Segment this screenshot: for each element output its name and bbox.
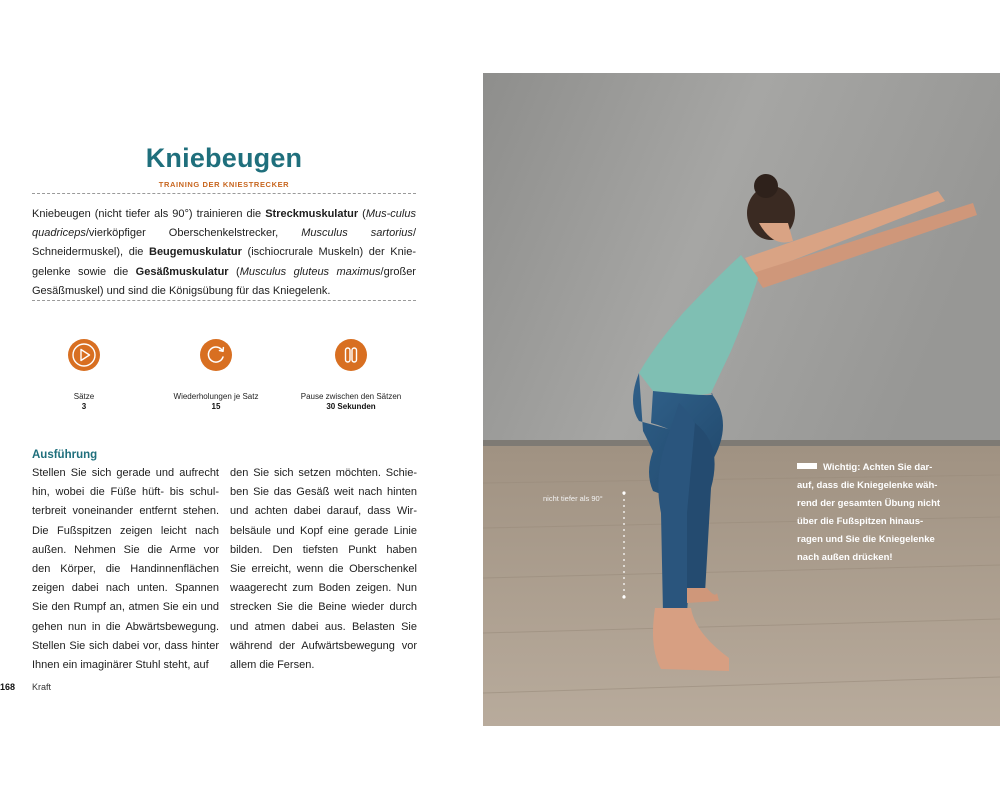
execution-text-column-1 — [32, 464, 219, 675]
text-line: und atmen dabei aus. Belasten Sie — [230, 620, 417, 633]
page-number: 168 — [0, 682, 16, 692]
text-line: terbreit voneinander entfernt stehen. — [32, 505, 219, 518]
text-line: gehen nun in die Abwärtsbewegung. — [32, 620, 219, 633]
text-line: Die Fußspitzen zeigen leicht nach — [32, 524, 219, 537]
stat-label: Pause zwischen den Sätzen — [300, 392, 402, 401]
callout-line: über die Fußspitzen hinaus- — [797, 516, 924, 527]
text-line: waagerecht zum Boden zeigen. Nun — [230, 582, 417, 595]
text-line: bilden. Den tiefsten Punkt haben — [230, 543, 417, 556]
text-line: den Körper, die Handinnenflächen — [32, 563, 219, 576]
intro-run: Streckmuskulatur — [265, 208, 359, 220]
stat-value: 30 Sekunden — [326, 402, 376, 411]
text-line: zeigen dabei nach unten. Spannen — [32, 582, 219, 595]
text-line: und achten dabei darauf, dass Wir- — [230, 505, 417, 518]
intro-run: (ischiocrurale Muskeln) der Knie-gelenke sowie die — [32, 246, 416, 278]
text-line: Stellen Sie sich dabei vor, dass hinter — [32, 639, 219, 652]
stat-label: Wiederholungen je Satz — [173, 392, 259, 401]
callout-line: rend der gesamten Übung nicht — [797, 498, 941, 509]
execution-heading: Ausführung — [32, 449, 98, 461]
intro-run: /großer Gesäßmuskel) und sind die Königsübung für das Kniegelenk. — [32, 265, 416, 297]
text-line: Sie erreicht, wenn die Oberschenkel — [230, 563, 417, 576]
text-line: Ihnen ein imaginärer Stuhl steht, auf — [32, 659, 209, 672]
footer-section: Kraft — [32, 682, 52, 692]
callout-marker-icon — [797, 463, 817, 469]
intro-run: Gesäßmuskulatur — [135, 265, 229, 278]
intro-run: Musculus gluteus maximus — [239, 265, 381, 278]
text-line: allem die Fersen. — [230, 659, 315, 672]
intro-run: / Schneidermuskel), die — [32, 227, 416, 259]
squat-illustration — [483, 73, 1000, 726]
intro-run: ( — [358, 208, 366, 220]
text-line: außen. Nehmen Sie die Arme vor — [32, 543, 219, 556]
intro-run: culus quadriceps — [32, 208, 416, 240]
text-line: strecken Sie die Beine wieder durch — [230, 601, 417, 614]
middle-divider — [32, 300, 416, 301]
callout-line: auf, dass die Kniegelenke wäh- — [797, 480, 938, 491]
callout-line: nach außen drücken! — [797, 552, 893, 563]
depth-marker-label: nicht tiefer als 90° — [543, 494, 603, 503]
page-title: Kniebeugen — [145, 143, 303, 173]
stat-pause — [286, 339, 416, 412]
intro-run: Mus- — [365, 208, 391, 220]
top-divider — [32, 193, 416, 194]
callout-line: ragen und Sie die Kniegelenke — [797, 534, 935, 545]
important-callout — [797, 459, 967, 567]
intro-paragraph — [32, 205, 416, 301]
text-line: belsäule und Kopf eine gerade Linie — [230, 524, 417, 537]
intro-run: ( — [228, 265, 240, 278]
intro-run: /vierköpfiger Oberschenkelstrecker, — [85, 227, 302, 240]
text-line: den Sie sich setzen möchten. Schie- — [230, 467, 417, 479]
intro-run: Beugemuskulatur — [149, 246, 242, 259]
text-line: während der Aufwärtsbewegung vor — [230, 639, 417, 652]
text-line: hin, wobei die Füße hüft- bis schul- — [32, 486, 219, 499]
intro-run: Musculus sartorius — [301, 227, 413, 240]
stat-label: Sätze — [73, 392, 95, 401]
stat-sets — [19, 339, 149, 412]
pause-icon — [335, 339, 367, 371]
callout-line-text: Wichtig: Achten Sie dar- — [823, 462, 933, 473]
page-subtitle: TRAINING DER KNIESTRECKER — [158, 180, 290, 189]
text-line: ben Sie das Gesäß weit nach hinten — [230, 486, 417, 499]
intro-run: Kniebeugen (nicht tiefer als 90°) trainieren die — [32, 208, 266, 220]
stat-value: 15 — [211, 402, 221, 411]
execution-text-column-2 — [230, 464, 417, 675]
repeat-icon — [200, 339, 232, 371]
text-line: Stellen Sie sich gerade und aufrecht — [32, 467, 219, 479]
stat-value: 3 — [81, 402, 87, 411]
callout-line — [797, 459, 967, 477]
stat-repetitions — [151, 339, 281, 412]
text-line: Sie den Rumpf an, atmen Sie ein und — [32, 601, 219, 614]
exercise-photo — [483, 73, 1000, 726]
play-icon — [68, 339, 100, 371]
